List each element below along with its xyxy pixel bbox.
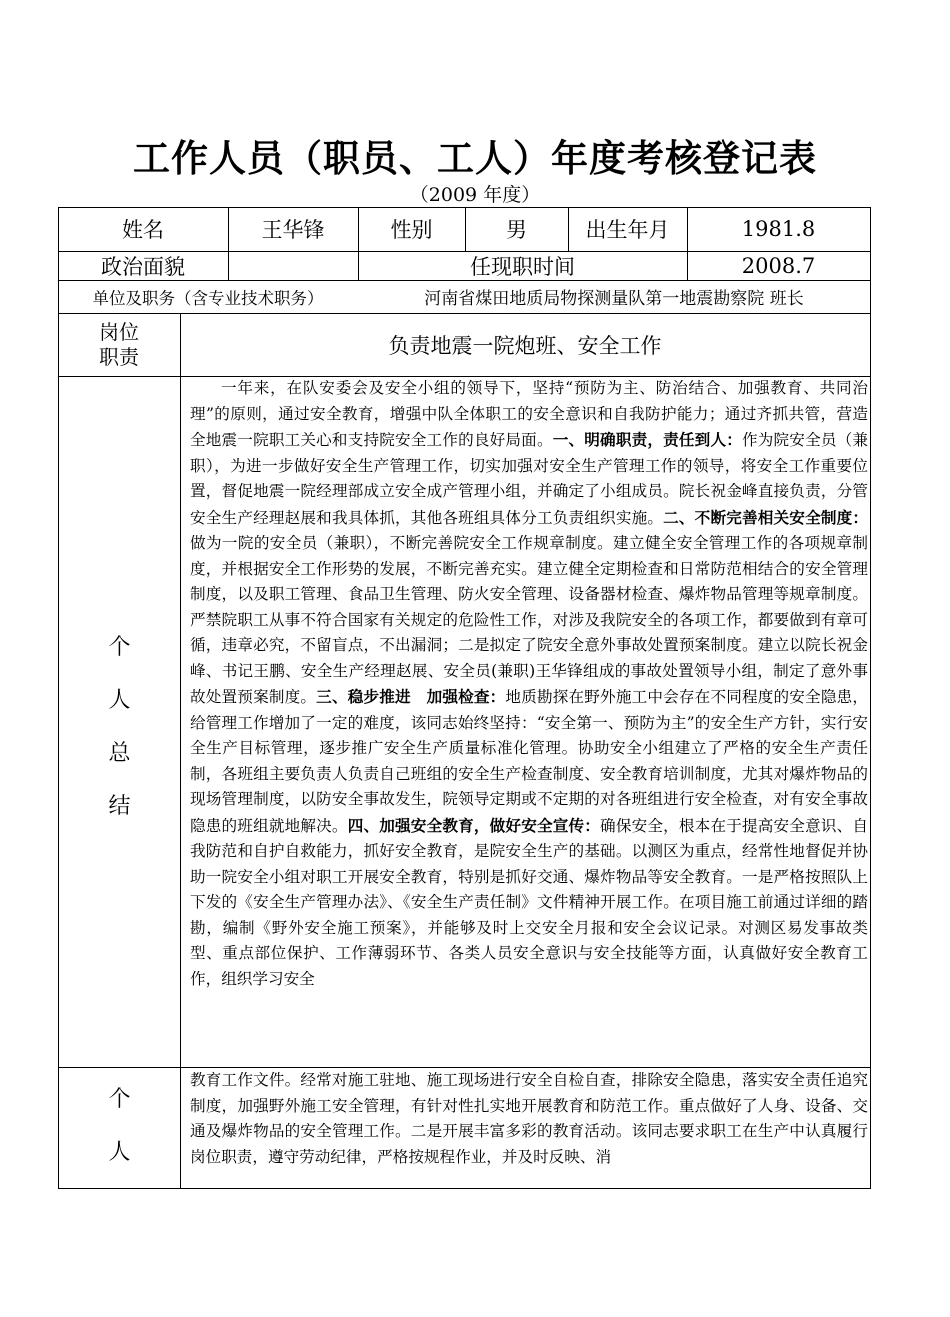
- gender-value: 男: [506, 218, 527, 242]
- form-year: （2009 年度）: [409, 184, 541, 206]
- table-border-right: [870, 207, 871, 1189]
- continuation-label-char: 个: [108, 1087, 131, 1112]
- summary-heading: 三、稳步推进 加强检查：: [316, 687, 506, 706]
- summary-paragraph: 确保安全，根本在于提高安全意识、自我防范和自护自救能力，抓好安全教育，是院安全生产的基础。以测区为重点，经常性地督促并协助一院安全小组对职工开展安全教育，特别是抓好交通、爆炸物品等安全教育。一是严格按照队上下发的《安全生产管理办法》、《安全生产责任制》文件精神开展工作。在项目施工前通过详细的踏勘，编制《野外安全施工预案》，并能够及时上交安全月报和安全会议记录。对测区易发事故类型、重点部位保护、工作薄弱环节、各类人员安全意识与安全技能等方面，认真做好安全教育工作，组织学习安全: [190, 816, 868, 988]
- gender-label: 性别: [390, 218, 433, 242]
- duty-label-line1: 岗位: [99, 319, 139, 344]
- name-label: 姓名: [122, 218, 164, 242]
- summary-label-char: 人: [108, 688, 131, 713]
- summary-label-char: 个: [108, 635, 131, 660]
- political-value: [228, 251, 358, 280]
- summary-paragraph: 一年来，在队安委会及安全小组的领导下，坚持“预防为主、防治结合、加强教育、共同治理”的原则，通过安全教育，增强中队全体职工的安全意识和自我防护能力；通过齐抓共管，营造全地震一院职工关心和支持院安全工作的良好局面。: [190, 379, 868, 449]
- summary-label-char: 结: [108, 794, 131, 819]
- birth-label: 出生年月: [585, 218, 670, 242]
- birth-value: 1981.8: [741, 217, 816, 241]
- summary-heading: 二、不断完善相关安全制度：: [663, 507, 868, 527]
- summary-label-char: 总: [108, 741, 131, 766]
- continuation-label-char: 人: [108, 1140, 131, 1165]
- summary-heading: 一、明确职责，责任到人：: [552, 430, 742, 449]
- tenure-label: 任现职时间: [470, 254, 575, 279]
- summary-paragraph: 地质勘探在野外施工中会存在不同程度的安全隐患，给管理工作增加了一定的难度，该同志始终坚持：“安全第一、预防为主”的安全生产方针，实行安全生产目标管理，逐步推广安全生产质量标准化管理。协助安全小组建立了严格的安全生产责任制，各班组主要负责人负责自己班组的安全生产检查制度、安全教育培训制度，尤其对爆炸物品的现场管理制度，以防安全事故发生，院领导定期或不定期的对各班组进行安全检查，对有安全事故隐患的班组就地解决。: [190, 688, 868, 835]
- tenure-value: 2008.7: [741, 253, 816, 278]
- summary-heading: 四、加强安全教育，做好安全宣传：: [347, 815, 601, 835]
- duty-label-line2: 职责: [99, 344, 139, 369]
- summary-paragraph: 作为院安全员（兼职），为进一步做好安全生产管理工作，切实加强对安全生产管理工作的领导，将安全工作重要位置，督促地震一院经理部成立安全成产管理小组，并确定了小组成员。院长祝金峰直接负责，分管安全生产经理赵展和我具体抓，其他各班组具体分工负责组织实施。: [190, 431, 868, 527]
- summary-paragraph: 做为一院的安全员（兼职），不断完善院安全工作规章制度。建立健全安全管理工作的各项规章制度，并根据安全工作形势的发展，不断完善充实。建立健全定期检查和日常防范相结合的安全管理制度，以及职工管理、食品卫生管理、防火安全管理、设备器材检查、爆炸物品管理等规章制度。严禁院职工从事不符合国家有关规定的危险性工作，对涉及我院安全的各项工作，都要做到有章可循，违章必究，不留盲点，不出漏洞；二是拟定了院安全意外事故处置预案制度。建立以院长祝金峰、书记王鹏、安全生产经理赵展、安全员(兼职)王华锋组成的事故处置领导小组，制定了意外事故处置预案制度。: [190, 534, 868, 706]
- duty-value: 负责地震一院炮班、安全工作: [388, 333, 662, 358]
- unit-label: 单位及职务（含专业技术职务）: [92, 288, 324, 308]
- form-title: 工作人员（职员、工人）年度考核登记表: [133, 136, 817, 180]
- name-value: 王华锋: [261, 218, 325, 242]
- duty-label: [58, 313, 180, 376]
- unit-value: 河南省煤田地质局物探测量队第一地震勘察院 班长: [424, 289, 804, 309]
- political-label: 政治面貌: [101, 254, 185, 279]
- summary-text: [190, 376, 868, 992]
- continuation-text: 教育工作文件。经常对施工驻地、施工现场进行安全自检自查，排除安全隐患，落实安全责任追究制度，加强野外施工安全管理，有针对性扎实地开展教育和防范工作。重点做好了人身、设备、交通及爆炸物品的安全管理工作。二是开展丰富多彩的教育活动。该同志要求职工在生产中认真履行岗位职责，遵守劳动纪律，严格按规程作业，并及时反映、消: [190, 1071, 868, 1166]
